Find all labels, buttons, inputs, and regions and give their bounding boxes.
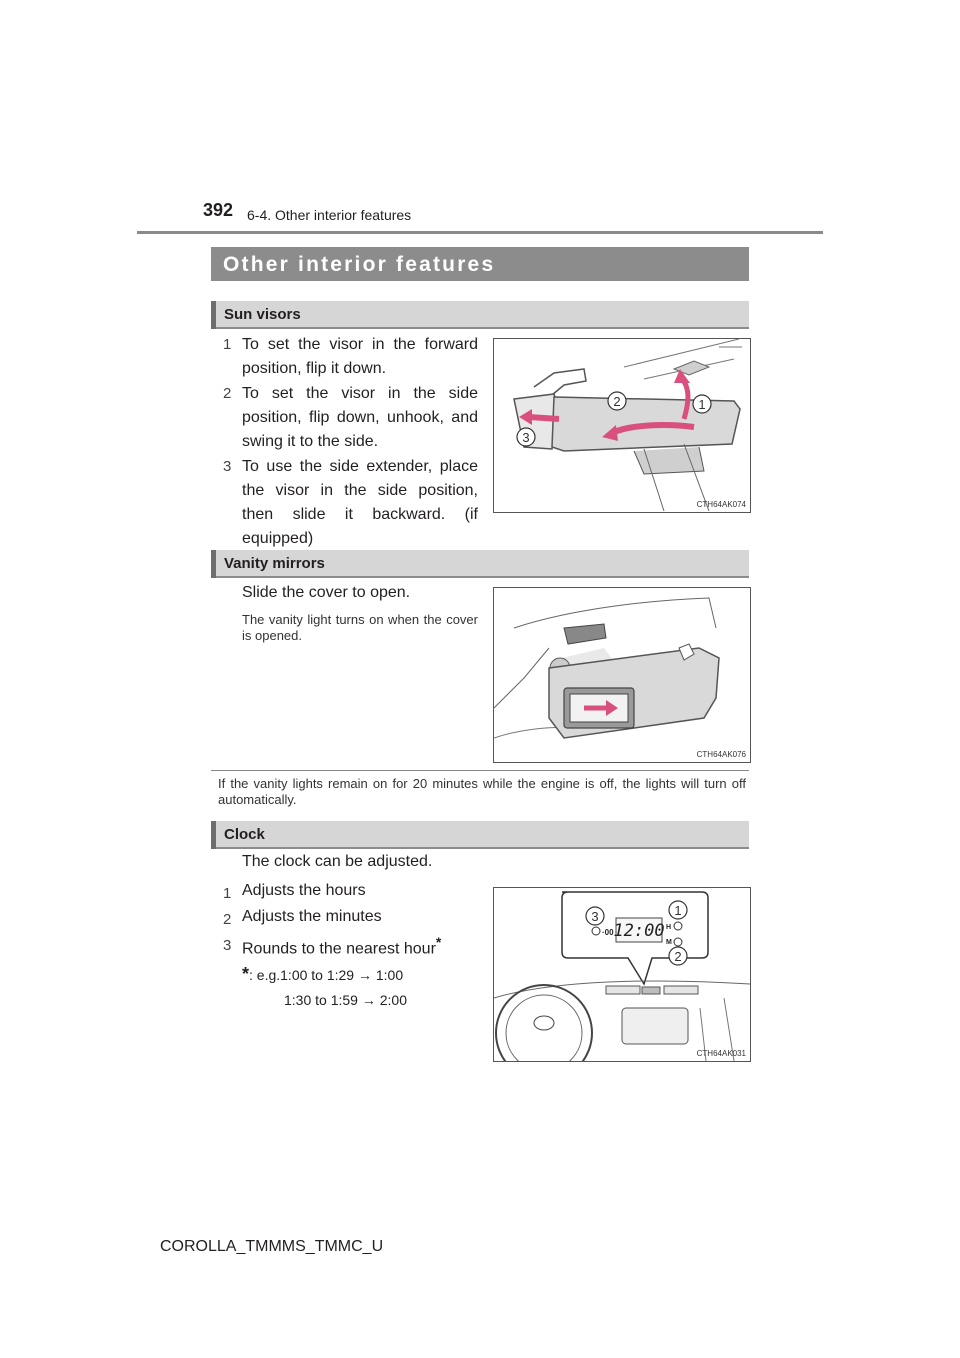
callout-3: 3 (522, 430, 530, 445)
vanity-mirrors-heading-bar (211, 550, 749, 578)
clock-callout-1: 1 (674, 903, 682, 918)
note-rule (211, 770, 749, 771)
clock-heading: Clock (224, 826, 265, 843)
clock-illustration (493, 887, 751, 1062)
clock-step-1: Adjusts the hours (242, 882, 366, 899)
figure-code: CTH64AK074 (696, 500, 746, 509)
clock-intro: The clock can be adjusted. (242, 853, 433, 870)
clock-h-label: H (666, 924, 672, 931)
section-title-bar (211, 247, 749, 281)
clock-callout-3: 3 (591, 909, 599, 924)
vanity-note: The vanity light turns on when the cover is opened. (242, 612, 478, 643)
figure-code: CTH64AK076 (696, 750, 746, 759)
sun-visor-step-2: To set the visor in the side position, flip down, unhook, and swing it to the side. (242, 385, 478, 450)
clock-step-number-2: 2 (223, 911, 232, 928)
vanity-footnote: If the vanity lights remain on for 20 minutes while the engine is off, the lights will turn off automatically. (218, 776, 746, 807)
clock-step-3-text: Rounds to the nearest hour (242, 940, 436, 958)
clock-example-2: 1:30 to 1:59 → 2:00 (284, 992, 407, 1008)
sun-visors-heading: Sun visors (224, 306, 301, 323)
clock-m-label: M (666, 939, 672, 946)
sun-visor-drawing (494, 339, 750, 512)
sun-visor-illustration (493, 338, 751, 513)
clock-step-number-1: 1 (223, 885, 232, 902)
sun-visor-step-3: To use the side extender, place the visor in the side position, then slide it backward. (if equipped) (242, 458, 478, 547)
callout-1: 1 (698, 397, 706, 412)
sun-visors-heading-bar (211, 301, 749, 329)
page-number: 392 (203, 200, 234, 220)
clock-example-1-text: : e.g.1:00 to 1:29 → 1:00 (249, 967, 404, 983)
figure-code: CTH64AK031 (696, 1049, 746, 1058)
document-id: COROLLA_TMMMS_TMMC_U (160, 1238, 384, 1255)
vanity-instruction: Slide the cover to open. (242, 584, 411, 601)
clock-display-time: 12:00 (613, 921, 665, 941)
vanity-mirrors-heading: Vanity mirrors (224, 555, 325, 572)
vanity-mirror-drawing (494, 588, 750, 762)
callout-2: 2 (613, 394, 621, 409)
asterisk-mark-footnote: * (242, 964, 250, 984)
clock-step-number-3: 3 (223, 937, 232, 954)
clock-step-3 (242, 934, 441, 958)
clock-step-2: Adjusts the minutes (242, 908, 382, 925)
vanity-mirror-illustration (493, 587, 751, 763)
clock-callout-2: 2 (674, 949, 682, 964)
clock-round-label: ·00 (602, 928, 614, 937)
asterisk-mark: * (435, 934, 442, 950)
step-number-1: 1 (223, 336, 232, 353)
clock-drawing (494, 888, 750, 1061)
header-rule (137, 231, 823, 234)
step-number-2: 2 (223, 385, 232, 402)
section-title: Other interior features (223, 253, 496, 276)
clock-example-1 (242, 964, 403, 985)
sun-visor-step-1: To set the visor in the forward position, flip it down. (242, 336, 478, 377)
step-number-3: 3 (223, 458, 232, 475)
clock-heading-bar (211, 821, 749, 849)
chapter-title: 6-4. Other interior features (247, 207, 412, 223)
